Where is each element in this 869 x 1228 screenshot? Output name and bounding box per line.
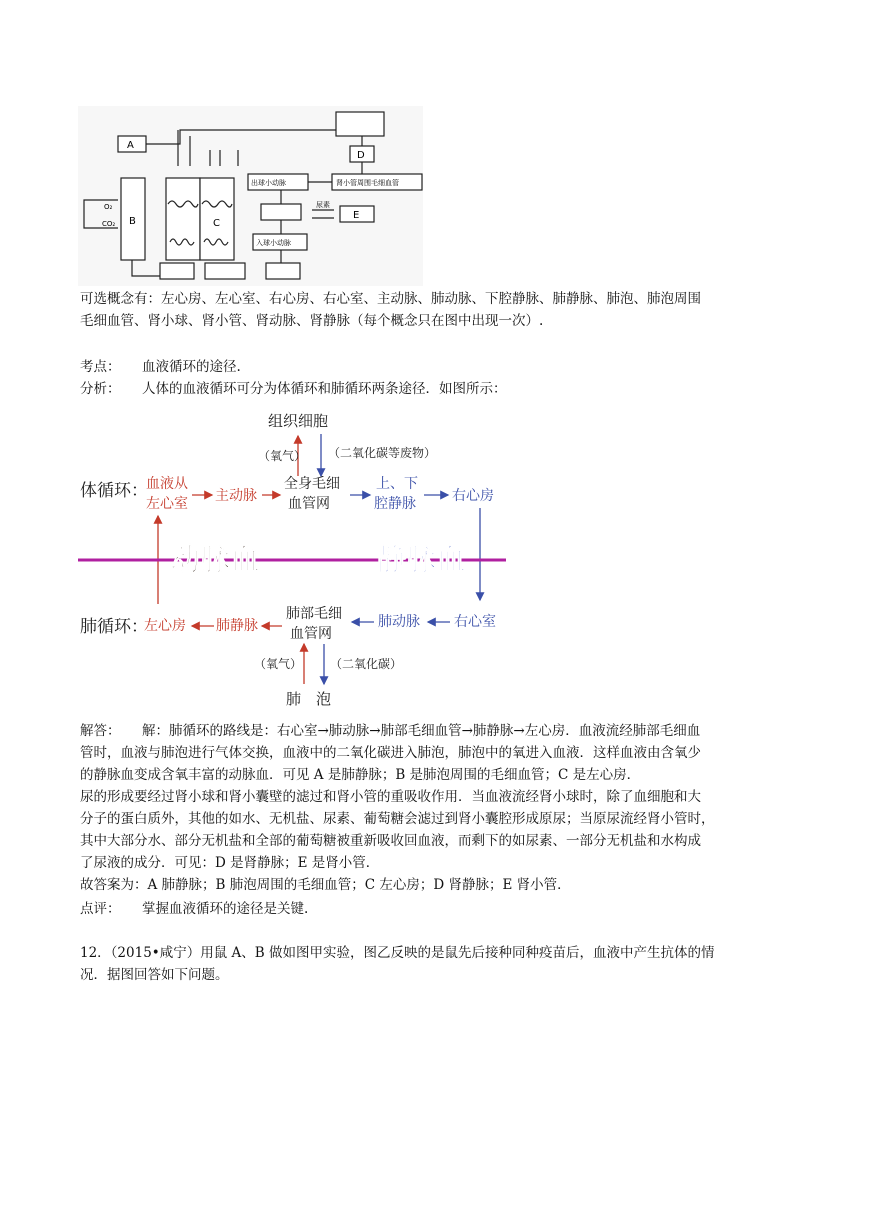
circulation-kidney-diagram xyxy=(78,106,423,286)
answer-row-1 xyxy=(80,720,700,742)
options-line-2: 毛细血管、肾小球、肾小管、肾动脉、肾静脉（每个概念只在图中出现一次）. xyxy=(80,313,544,329)
pulmonary-artery-text: 肺动脉 xyxy=(378,614,420,630)
kaodian-label: 考点： xyxy=(80,359,121,375)
lung-capillary-2: 血管网 xyxy=(290,626,332,642)
arterial-blood: 动脉血 xyxy=(170,543,260,578)
label-o2: O₂ xyxy=(104,203,113,211)
pulmonary-vein-text: 肺静脉 xyxy=(216,618,258,634)
label-d: D xyxy=(357,150,365,161)
body-capillary-1: 全身毛细 xyxy=(284,476,340,492)
label-in-arteriole: 入球小动脉 xyxy=(256,239,291,247)
blood-circulation-diagram xyxy=(78,404,508,714)
comment-row xyxy=(80,898,308,920)
systemic-label: 体循环： xyxy=(80,481,148,501)
answer-line: 解：肺循环的路线是：右心室→肺动脉→肺部毛细血管→肺静脉→左心房．血液流经肺部毛细血 xyxy=(142,723,701,739)
comment-text: 掌握血液循环的途径是关键. xyxy=(142,901,309,917)
co2-waste: （二氧化碳等废物） xyxy=(328,446,437,460)
blood-from-text: 血液从 xyxy=(146,476,188,492)
comment-label: 点评： xyxy=(80,901,121,917)
bottom-box-3 xyxy=(266,263,300,279)
vena-cava-2: 腔静脉 xyxy=(374,496,416,512)
label-urea: 尿素 xyxy=(316,201,330,209)
right-ventricle-text: 右心室 xyxy=(454,614,496,630)
label-out-arteriole: 出球小动脉 xyxy=(251,179,286,187)
fenxi-text: 人体的血液循环可分为体循环和肺循环两条途径．如图所示： xyxy=(142,381,507,397)
oxygen-top: （氧气） xyxy=(258,449,307,463)
kaodian-text: 血液循环的途径. xyxy=(142,359,241,375)
label-co2: CO₂ xyxy=(102,220,116,228)
tissue-cells: 组织细胞 xyxy=(268,412,329,430)
top-right-box xyxy=(336,112,384,136)
oxygen-bottom: （氧气） xyxy=(254,657,303,671)
lung-capillary-1: 肺部毛细 xyxy=(286,606,342,622)
bottom-box-1 xyxy=(160,263,194,279)
kaodian-row xyxy=(80,356,241,378)
fenxi-label: 分析： xyxy=(80,381,121,397)
answer-line: 尿的形成要经过肾小球和肾小囊壁的滤过和肾小管的重吸收作用．当血液流经肾小球时，除了血细胞和大 xyxy=(80,789,701,805)
answer-line: 故答案为：A 肺静脉；B 肺泡周围的毛细血管；C 左心房；D 肾静脉；E 肾小管． xyxy=(80,877,571,893)
label-peritubular: 肾小管周围毛细血管 xyxy=(336,179,399,187)
options-line-1: 可选概念有：左心房、左心室、右心房、右心室、主动脉、肺动脉、下腔静脉、肺静脉、肺泡、肺泡周围 xyxy=(80,291,701,307)
heart-left-chamber xyxy=(166,178,200,260)
pulmonary-label: 肺循环： xyxy=(80,617,148,637)
bottom-box-2 xyxy=(205,263,245,279)
answer-line: 了尿液的成分．可见：D 是肾静脉；E 是肾小管． xyxy=(80,855,380,871)
body-capillary-2: 血管网 xyxy=(288,496,330,512)
label-e: E xyxy=(353,210,360,221)
label-a: A xyxy=(127,140,134,151)
left-ventricle-text: 左心室 xyxy=(146,496,188,512)
answer-label: 解答： xyxy=(80,723,121,739)
question-12-line-1: 12．（2015•咸宁）用鼠 A、B 做如图甲实验，图乙反映的是鼠先后接种同种疫苗后，血液中产生抗体的情 xyxy=(80,945,715,961)
fenxi-row xyxy=(80,378,507,400)
right-atrium-text: 右心房 xyxy=(452,488,494,504)
question-12-line-2: 况．据图回答如下问题。 xyxy=(80,967,229,983)
answer-line: 的静脉血变成含氧丰富的动脉血．可见 A 是肺静脉；B 是肺泡周围的毛细血管；C 是左心房． xyxy=(80,767,641,783)
alveoli-text: 肺 泡 xyxy=(286,690,332,708)
label-b: B xyxy=(129,216,136,227)
venous-blood: 静脉血 xyxy=(376,543,466,578)
vena-cava-1: 上、下 xyxy=(376,476,418,492)
co2-bottom: （二氧化碳） xyxy=(330,657,403,671)
left-atrium-text: 左心房 xyxy=(144,618,186,634)
box-mid xyxy=(261,204,301,220)
label-c: C xyxy=(213,218,220,229)
answer-line: 管时，血液与肺泡进行气体交换，血液中的二氧化碳进入肺泡，肺泡中的氧进入血液．这样血液由含氧少 xyxy=(80,745,701,761)
aorta-text: 主动脉 xyxy=(215,488,257,504)
answer-line: 分子的蛋白质外，其他的如水、无机盐、尿素、葡萄糖会滤过到肾小囊腔形成原尿；当原尿流经肾小管时， xyxy=(80,811,715,827)
answer-line: 其中大部分水、部分无机盐和全部的葡萄糖被重新吸收回血液，而剩下的如尿素、一部分无机盐和水构成 xyxy=(80,833,701,849)
